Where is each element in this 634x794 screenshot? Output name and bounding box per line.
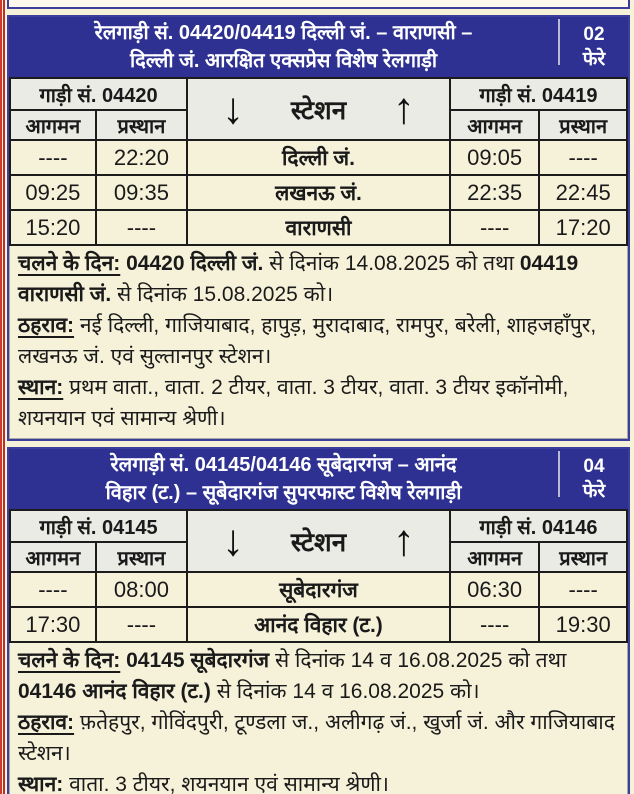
departure-header-left: प्रस्थान bbox=[96, 110, 187, 140]
train-title-line1: रेलगाड़ी सं. 04145/04146 सूबेदारगंज – आनंद bbox=[110, 454, 457, 476]
notice-text-block bbox=[9, 643, 628, 794]
station-header-cell bbox=[187, 78, 450, 140]
train-title-line2: दिल्ली जं. आरक्षित एक्सप्रेस विशेष रेलगाड़ी bbox=[129, 50, 438, 72]
timetable bbox=[9, 509, 628, 643]
running-days-label: चलने के दिन: bbox=[18, 649, 121, 672]
departure-time-right: ---- bbox=[539, 140, 627, 175]
station-name: सूबेदारगंज bbox=[187, 572, 450, 607]
arrival-time-right: 22:35 bbox=[450, 175, 539, 210]
trips-label: फेरे bbox=[582, 49, 606, 70]
arrival-time-right: 06:30 bbox=[450, 572, 539, 607]
arrival-time-left: 09:25 bbox=[10, 175, 96, 210]
classes-text: प्रथम वाता., वाता. 2 टीयर, वाता. 3 टीयर, वाता. 3 टीयर इकॉनोमी, शयनयान एवं सामान्य श्रेणी। bbox=[18, 376, 569, 430]
running-days-train2: 04146 आनंद विहार (ट.) bbox=[18, 680, 211, 703]
trips-label: फेरे bbox=[582, 481, 606, 502]
stops-text: फ़तेहपुर, गोविंदपुरी, टूण्डला ज., अलीगढ़ जं., खुर्जा जं. और गाजियाबाद स्टेशन। bbox=[18, 711, 615, 765]
classes-text: वाता. 3 टीयर, शयनयान एवं सामान्य श्रेणी। bbox=[63, 773, 389, 794]
arrival-time-left: ---- bbox=[10, 572, 96, 607]
running-days-paragraph bbox=[18, 645, 619, 707]
arrival-time-right: 09:05 bbox=[450, 140, 539, 175]
table-row bbox=[10, 175, 627, 210]
train-title-line1: रेलगाड़ी सं. 04420/04419 दिल्ली जं. – वाराणसी – bbox=[94, 22, 473, 44]
departure-header-left: प्रस्थान bbox=[96, 542, 187, 572]
trips-count: 02 bbox=[583, 24, 605, 45]
station-header-label: स्टेशन bbox=[290, 527, 347, 557]
train-number-left: गाड़ी सं. 04420 bbox=[10, 78, 187, 110]
running-days-train2: 04419 वाराणसी जं. bbox=[18, 252, 579, 306]
station-name: वाराणसी bbox=[187, 210, 450, 245]
stops-paragraph bbox=[18, 310, 619, 372]
departure-time-right: ---- bbox=[539, 572, 627, 607]
station-name: आनंद विहार (ट.) bbox=[187, 607, 450, 642]
table-row bbox=[10, 140, 627, 175]
station-name: दिल्ली जं. bbox=[187, 140, 450, 175]
departure-header-right: प्रस्थान bbox=[539, 110, 627, 140]
stops-paragraph bbox=[18, 707, 619, 769]
departure-time-left: 09:35 bbox=[96, 175, 187, 210]
departure-time-left: 22:20 bbox=[96, 140, 187, 175]
section-header bbox=[9, 449, 628, 509]
running-days-train1: 04145 सूबेदारगंज bbox=[120, 649, 270, 672]
trips-cell bbox=[560, 17, 628, 77]
classes-label: स्थान: bbox=[18, 376, 64, 399]
station-header-cell bbox=[187, 510, 450, 572]
stops-text: नई दिल्ली, गाजियाबाद, हापुड़, मुरादाबाद, रामपुर, बरेली, शाहजहाँपुर, लखनऊ जं. एवं सुल्तानपुर स्टेशन। bbox=[18, 314, 597, 368]
classes-paragraph bbox=[18, 769, 619, 794]
trips-cell bbox=[560, 449, 628, 509]
section-header bbox=[9, 17, 628, 77]
running-days-text1: से दिनांक 14.08.2025 को तथा bbox=[263, 252, 520, 275]
page-content bbox=[7, 0, 630, 794]
stops-label: ठहराव: bbox=[18, 711, 75, 734]
running-days-text1: से दिनांक 14 व 16.08.2025 को तथा bbox=[269, 649, 567, 672]
train-notice-section-04145 bbox=[7, 447, 630, 794]
station-header-label: स्टेशन bbox=[290, 95, 347, 125]
arrival-header-right: आगमन bbox=[450, 542, 539, 572]
timetable bbox=[9, 77, 628, 246]
previous-box-bottom-edge bbox=[7, 0, 630, 9]
train-number-right: गाड़ी सं. 04419 bbox=[450, 78, 627, 110]
page-margin-line bbox=[0, 0, 2, 794]
train-number-left: गाड़ी सं. 04145 bbox=[10, 510, 187, 542]
arrival-time-right: ---- bbox=[450, 210, 539, 245]
classes-paragraph bbox=[18, 372, 619, 434]
station-name: लखनऊ जं. bbox=[187, 175, 450, 210]
arrival-time-right: ---- bbox=[450, 607, 539, 642]
table-row bbox=[10, 210, 627, 245]
table-row bbox=[10, 607, 627, 642]
running-days-train1: 04420 दिल्ली जं. bbox=[120, 252, 264, 275]
stops-label: ठहराव: bbox=[18, 314, 75, 337]
departure-time-right: 17:20 bbox=[539, 210, 627, 245]
running-days-text2: से दिनांक 14 व 16.08.2025 को। bbox=[210, 680, 480, 703]
arrival-header-right: आगमन bbox=[450, 110, 539, 140]
train-title-line2: विहार (ट.) – सूबेदारगंज सुपरफास्ट विशेष रेलगाड़ी bbox=[105, 482, 462, 504]
arrival-header-left: आगमन bbox=[10, 110, 96, 140]
running-days-paragraph bbox=[18, 248, 619, 310]
departure-header-right: प्रस्थान bbox=[539, 542, 627, 572]
running-days-label: चलने के दिन: bbox=[18, 252, 121, 275]
running-days-text2: से दिनांक 15.08.2025 को। bbox=[111, 283, 334, 306]
classes-label: स्थान: bbox=[18, 773, 64, 794]
departure-time-left: 08:00 bbox=[96, 572, 187, 607]
departure-time-left: ---- bbox=[96, 607, 187, 642]
departure-time-right: 19:30 bbox=[539, 607, 627, 642]
trips-count: 04 bbox=[583, 456, 605, 477]
up-arrow-icon: ↑ bbox=[392, 516, 415, 565]
arrival-header-left: आगमन bbox=[10, 542, 96, 572]
train-notice-section-04420 bbox=[7, 15, 630, 441]
down-arrow-icon: ↓ bbox=[222, 84, 245, 133]
notice-text-block bbox=[9, 246, 628, 439]
arrival-time-left: 17:30 bbox=[10, 607, 96, 642]
up-arrow-icon: ↑ bbox=[392, 84, 415, 133]
page-margin-line bbox=[3, 0, 5, 794]
table-row bbox=[10, 572, 627, 607]
arrival-time-left: 15:20 bbox=[10, 210, 96, 245]
departure-time-right: 22:45 bbox=[539, 175, 627, 210]
train-title bbox=[9, 449, 558, 509]
train-title bbox=[9, 17, 558, 77]
train-number-right: गाड़ी सं. 04146 bbox=[450, 510, 627, 542]
departure-time-left: ---- bbox=[96, 210, 187, 245]
arrival-time-left: ---- bbox=[10, 140, 96, 175]
down-arrow-icon: ↓ bbox=[222, 516, 245, 565]
